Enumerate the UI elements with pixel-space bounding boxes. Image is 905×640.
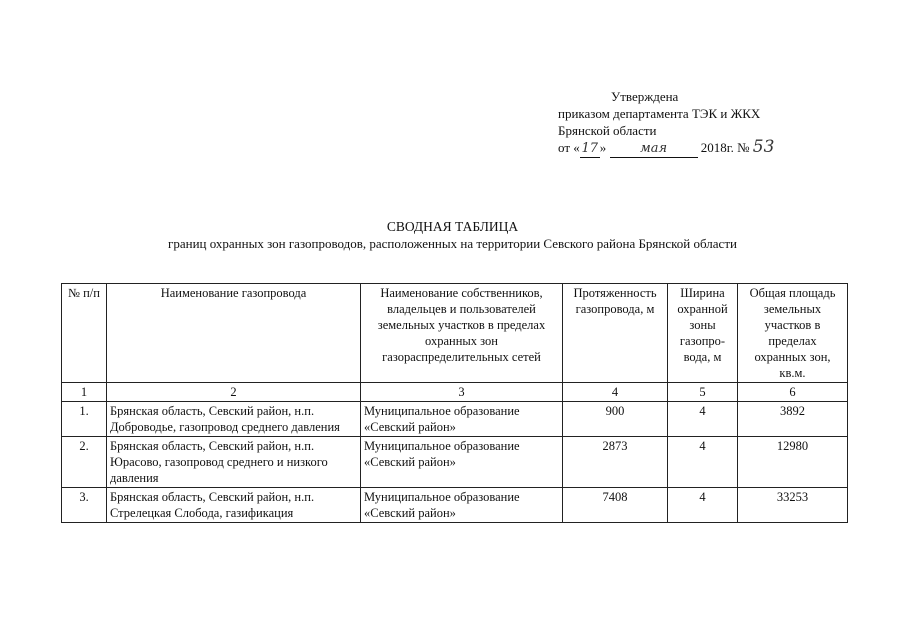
date-close: » (599, 140, 607, 155)
zone-width: 4 (668, 402, 738, 437)
table-row (62, 437, 848, 488)
handwritten-month: мая (610, 140, 698, 158)
pipeline-length: 2873 (563, 437, 668, 488)
summary-table (61, 283, 848, 523)
pipeline-length: 900 (563, 402, 668, 437)
approval-date-line (558, 139, 858, 158)
column-number: 2 (107, 383, 361, 402)
handwritten-order-number: 53 (752, 137, 775, 157)
column-number: 4 (563, 383, 668, 402)
table-header-row (62, 284, 848, 383)
header-owners: Наименование собственников, владельцев и пользователей земельных участков в пределах охранных зон газораспределительных сетей (361, 284, 563, 383)
header-pipeline-name: Наименование газопровода (107, 284, 361, 383)
number-sign: № (737, 140, 750, 155)
pipeline-length: 7408 (563, 488, 668, 523)
total-area: 33253 (738, 488, 848, 523)
header-zone-width: Ширина охранной зоны газопро-вода, м (668, 284, 738, 383)
document-title: СВОДНАЯ ТАБЛИЦА (386, 219, 519, 234)
owner-name: Муниципальное образование «Севский район» (361, 402, 563, 437)
document-subtitle: границ охранных зон газопроводов, расположенных на территории Севского района Брянской области (168, 236, 737, 251)
handwritten-day: 17 (581, 141, 599, 156)
pipeline-name: Брянская область, Севский район, н.п. Юрасово, газопровод среднего и низкого давления (107, 437, 361, 488)
zone-width: 4 (668, 488, 738, 523)
total-area: 12980 (738, 437, 848, 488)
date-year: 2018г. (700, 140, 734, 155)
row-number: 2. (62, 437, 107, 488)
header-total-area: Общая площадь земельных участков в пределах охранных зон, кв.м. (738, 284, 848, 383)
approval-heading: Утверждена (611, 89, 679, 104)
row-number: 3. (62, 488, 107, 523)
owner-name: Муниципальное образование «Севский район» (361, 437, 563, 488)
zone-width: 4 (668, 437, 738, 488)
total-area: 3892 (738, 402, 848, 437)
column-number-row (62, 383, 848, 402)
approval-line-2: Брянской области (558, 123, 657, 138)
table-row (62, 402, 848, 437)
column-number: 1 (62, 383, 107, 402)
date-prefix: от « (558, 140, 580, 155)
pipeline-name: Брянская область, Севский район, н.п. Доброводье, газопровод среднего давления (107, 402, 361, 437)
row-number: 1. (62, 402, 107, 437)
approval-line-1: приказом департамента ТЭК и ЖКХ (558, 106, 761, 121)
column-number: 3 (361, 383, 563, 402)
owner-name: Муниципальное образование «Севский район» (361, 488, 563, 523)
pipeline-name: Брянская область, Севский район, н.п. Стрелецкая Слобода, газификация (107, 488, 361, 523)
column-number: 6 (738, 383, 848, 402)
approval-block (558, 88, 858, 158)
column-number: 5 (668, 383, 738, 402)
table-row (62, 488, 848, 523)
header-number: № п/п (62, 284, 107, 383)
header-length: Протяженность газопровода, м (563, 284, 668, 383)
